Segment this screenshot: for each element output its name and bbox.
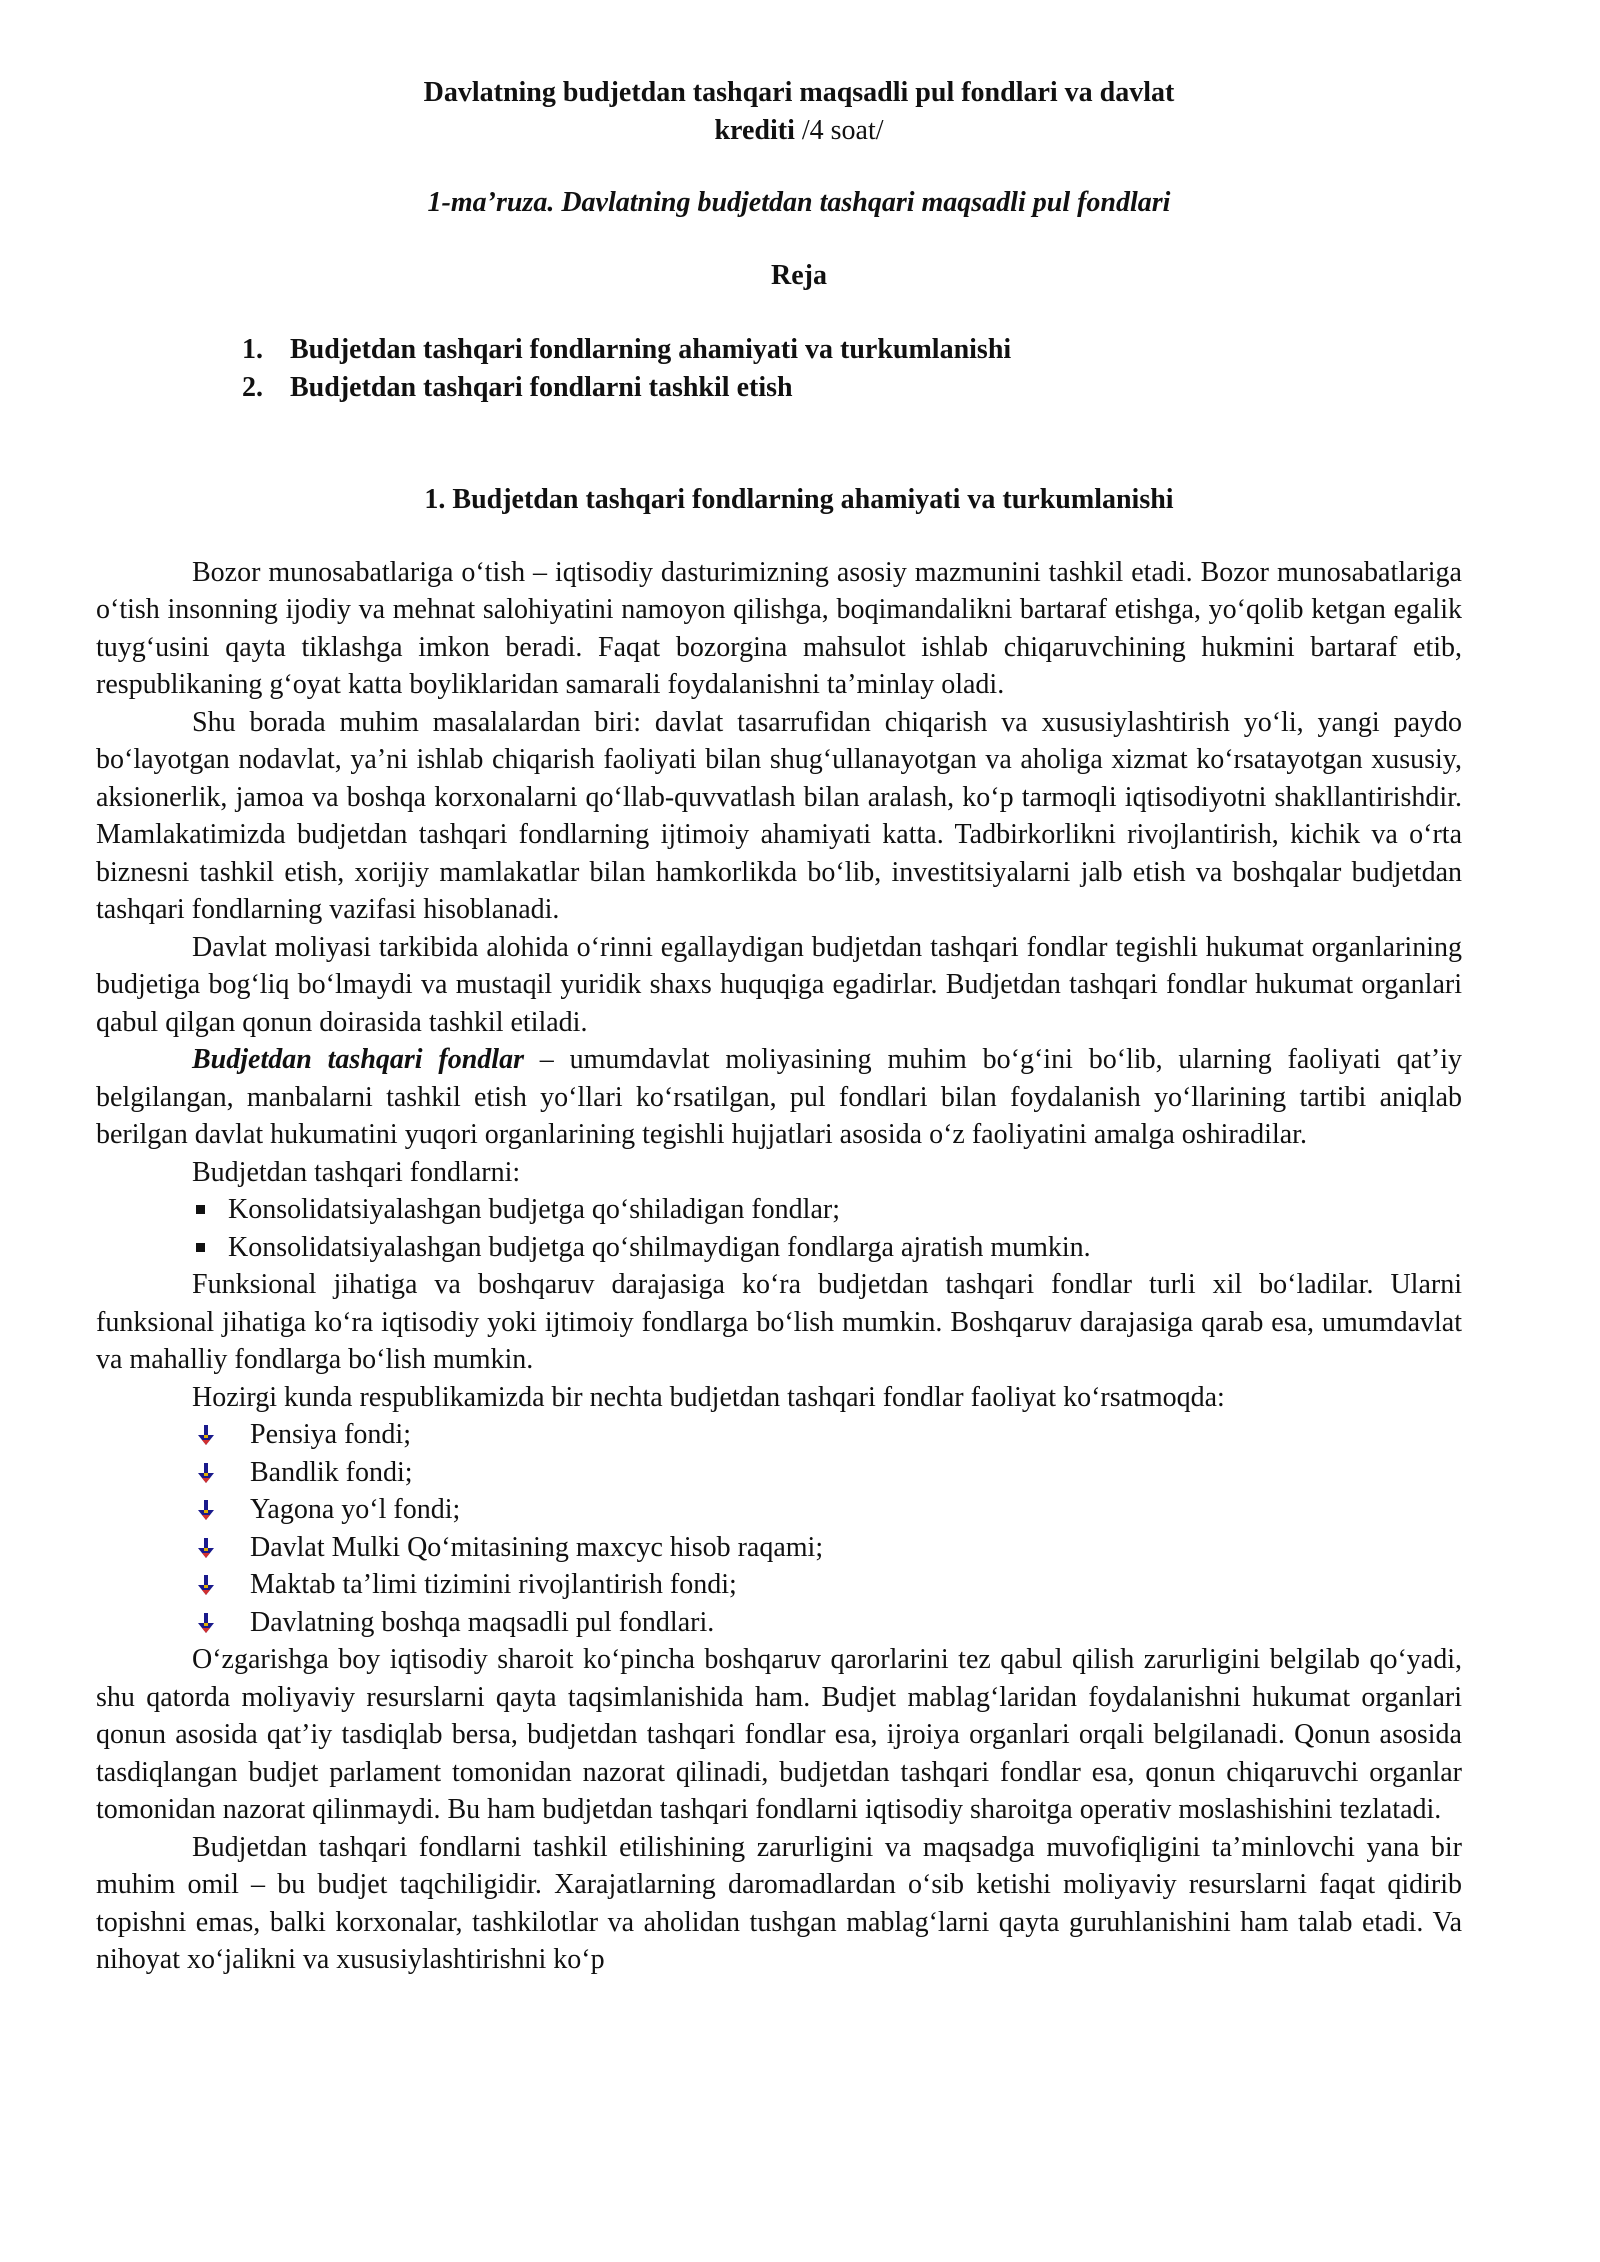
paragraph-1: Bozor munosabatlariga o‘tish – iqtisodiy dasturimizning asosiy mazmunini tashkil etadi. Bozor munosabatlariga o‘tish insonning ijodiy va mehnat salohiyatini namoyon qilishga, boqimandalikni bartaraf etishga, yo‘qolib ketgan egalik tuyg‘usini qayta tiklashga imkon beradi. Faqat bozorgina mahsulot ishlab chiqaruvchining hukmini bartaraf etib, respublikaning g‘oyat katta boyliklaridan samarali foydalanishni ta’minlay oladi.: [96, 556, 1462, 700]
document-title-hours: /4 soat/: [794, 114, 884, 146]
list-item: [96, 1491, 1462, 1529]
down-arrow-bullet-icon: [196, 1423, 216, 1447]
paragraph-8: O‘zgarishga boy iqtisodiy sharoit ko‘pincha boshqaruv qarorlarini tez qabul qilish zarurligini belgilab qo‘yadi, shu qatorda moliyaviy resurslarni qayta taqsimlanishida ham. Budjet mablag‘laridan foydalanishni hukumat organlari qonun asosida qat’iy tasdiqlab bersa, budjetdan tashqari fondlar esa, ijroiya organlari orqali belgilanadi. Qonun asosida tasdiqlangan budjet parlament tomonidan nazorat qilinadi, budjetdan tashqari fondlar esa, qonun chiqaruvchi organlar tomonidan nazorat qilinmaydi. Bu ham budjetdan tashqari fondlarni iqtisodiy sharoitga operativ moslashishini tezlatadi.: [96, 1644, 1462, 1825]
down-arrow-bullet-icon: [196, 1498, 216, 1522]
list-item-text: Konsolidatsiyalashgan budjetga qo‘shiladigan fondlar;: [228, 1194, 840, 1225]
paragraph-4-text: – umumdavlat moliyasining muhim bo‘g‘ini bo‘lib, ularning faoliyati qat’iy belgilangan, manbalarni tashkil etish yo‘llari ko‘rsatilgan, pul fondlari bilan foydalanish yo‘llarining tartibi aniqlab berilgan davlat hukumatini yuqori organlarining tegishli hujjatlari asosida o‘z faoliyatini amalga oshiradilar.: [96, 1044, 1462, 1150]
list-item: [96, 1604, 1462, 1642]
list-item: [96, 1454, 1462, 1492]
document-title-line-2: [136, 112, 1462, 150]
document-title-line-1: Davlatning budjetdan tashqari maqsadli pul fondlari va davlat: [423, 77, 1175, 108]
term-highlight: Budjetdan tashqari fondlar: [192, 1044, 524, 1075]
list-item: [96, 1529, 1462, 1567]
paragraph-7: Hozirgi kunda respublikamizda bir nechta budjetdan tashqari fondlar faoliyat ko‘rsatmoqda:: [192, 1381, 1225, 1413]
paragraph-5: Budjetdan tashqari fondlarni:: [192, 1156, 521, 1188]
plan-item-number: 1.: [242, 334, 263, 365]
list-item-text: Davlat Mulki Qo‘mitasining maxcyc hisob raqami;: [250, 1531, 824, 1563]
document-title: [96, 74, 1462, 149]
arrow-bullet-list: [96, 1416, 1462, 1641]
section-heading: 1. Budjetdan tashqari fondlarning ahamiyati va turkumlanishi: [424, 484, 1174, 515]
paragraph-9: Budjetdan tashqari fondlarni tashkil etilishining zarurligini va maqsadga muvofiqligini ta’minlovchi yana bir muhim omil – bu budjet taqchiligidir. Xarajatlarning daromadlardan o‘sib ketishi moliyaviy resurslarni faqat qidirib topishni emas, balki korxonalar, tashkilotlar va aholidan tushgan mablag‘larni qayta guruhlanishini ham talab etadi. Va nihoyat xo‘jalikni va xususiylashtirishni ko‘p: [96, 1831, 1462, 1975]
plan-item-number: 2.: [242, 371, 263, 403]
plan-item: [242, 369, 1462, 407]
plan-heading: Reja: [771, 259, 827, 291]
list-item-text: Maktab ta’limi tizimini rivojlantirish fondi;: [250, 1569, 737, 1600]
list-item-text: Bandlik fondi;: [250, 1456, 413, 1488]
list-item: [96, 1191, 1462, 1229]
square-bullet-icon: [196, 1205, 205, 1214]
down-arrow-bullet-icon: [196, 1461, 216, 1485]
square-bullet-list: [96, 1191, 1462, 1266]
square-bullet-icon: [196, 1243, 205, 1252]
list-item-text: Pensiya fondi;: [250, 1419, 411, 1450]
plan-item-text: Budjetdan tashqari fondlarni tashkil etish: [290, 371, 793, 403]
list-item-text: Davlatning boshqa maqsadli pul fondlari.: [250, 1606, 715, 1638]
list-item: [96, 1566, 1462, 1604]
paragraph-6: Funksional jihatiga va boshqaruv darajasiga ko‘ra budjetdan tashqari fondlar turli xil bo‘ladilar. Ularni funksional jihatiga ko‘ra iqtisodiy yoki ijtimoiy fondlarga bo‘lish mumkin. Boshqaruv darajasiga qarab esa, umumdavlat va mahalliy fondlarga bo‘lish mumkin.: [96, 1269, 1462, 1375]
list-item: [96, 1229, 1462, 1267]
plan-item: [242, 331, 1462, 369]
lecture-title: 1-ma’ruza. Davlatning budjetdan tashqari maqsadli pul fondlari: [427, 187, 1171, 218]
list-item: [96, 1416, 1462, 1454]
down-arrow-bullet-icon: [196, 1536, 216, 1560]
list-item-text: Konsolidatsiyalashgan budjetga qo‘shilmaydigan fondlarga ajratish mumkin.: [228, 1231, 1091, 1263]
document-title-bold: krediti: [714, 114, 795, 146]
paragraph-2: Shu borada muhim masalalardan biri: davlat tasarrufidan chiqarish va xususiylashtirish yo‘li, yangi paydo bo‘layotgan nodavlat, ya’ni ishlab chiqarish faoliyati bilan shug‘ullanayotgan va aholiga xizmat ko‘rsatayotgan xususiy, aksionerlik, jamoa va boshqa korxonalarni qo‘llab-quvvatlash bilan aralash, ko‘p tarmoqli iqtisodiyotni shakllantirishdir. Mamlakatimizda budjetdan tashqari fondlarning ijtimoiy ahamiyati katta. Tadbirkorlikni rivojlantirish, kichik va o‘rta biznesni tashkil etish, xorijiy mamlakatlar bilan hamkorlikda bo‘lib, investitsiyalarni jalb etish va boshqalar budjetdan tashqari fondlarning vazifasi hisoblanadi.: [96, 706, 1462, 925]
down-arrow-bullet-icon: [196, 1573, 216, 1597]
plan-item-text: Budjetdan tashqari fondlarning ahamiyati va turkumlanishi: [290, 334, 1012, 365]
down-arrow-bullet-icon: [196, 1611, 216, 1635]
paragraph-4: [96, 1041, 1462, 1154]
plan-list: [96, 331, 1462, 406]
list-item-text: Yagona yo‘l fondi;: [250, 1494, 461, 1525]
paragraph-3: Davlat moliyasi tarkibida alohida o‘rinni egallaydigan budjetdan tashqari fondlar tegishli hukumat organlarining budjetiga bog‘liq bo‘lmaydi va mustaqil yuridik shaxs huquqiga egadirlar. Budjetdan tashqari fondlar hukumat organlari qabul qilgan qonun doirasida tashkil etiladi.: [96, 931, 1462, 1038]
